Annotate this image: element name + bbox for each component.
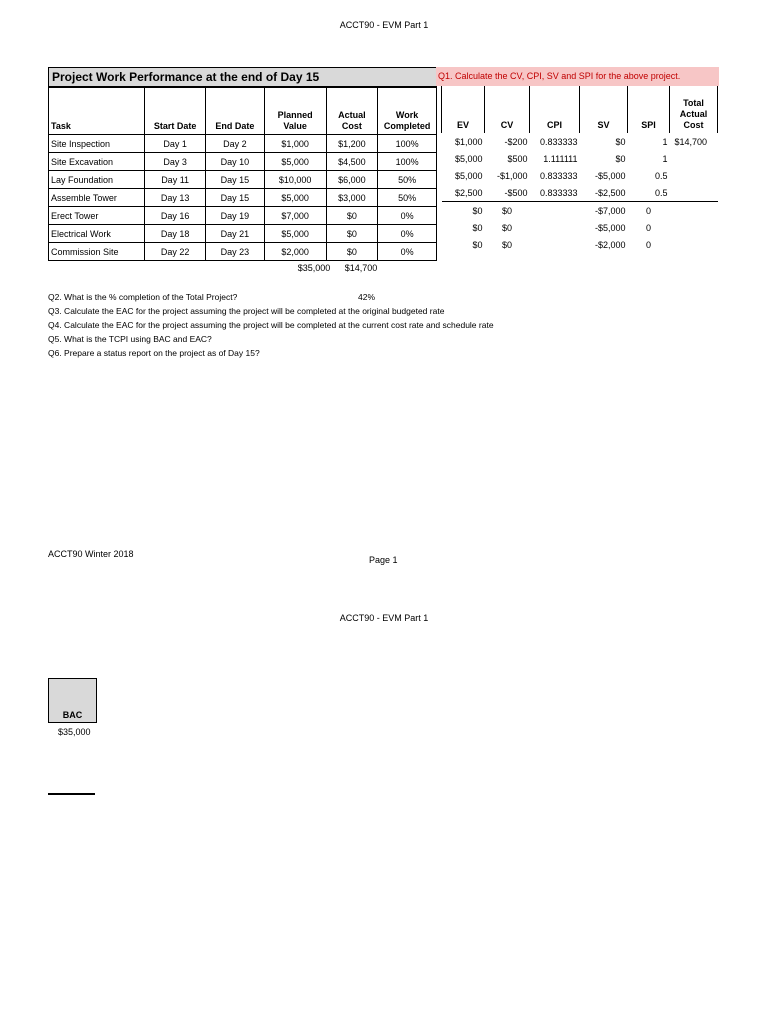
col-cv: CV (485, 86, 530, 133)
cv-value: $0 (501, 205, 512, 216)
planned-value: $5,000 (264, 189, 326, 207)
cv-value: $0 (501, 239, 512, 250)
table-row (49, 225, 437, 243)
cpi-value: 1.111111 (543, 153, 578, 164)
total-actual-cost-value (670, 202, 718, 220)
planned-value: $5,000 (264, 153, 326, 171)
total-actual-cost-value (670, 236, 718, 253)
ev-value: $0 (472, 205, 483, 216)
table-title: Project Work Performance at the end of Day 15 (48, 67, 437, 88)
sv-value: -$5,000 (594, 222, 626, 233)
planned-value: $7,000 (264, 207, 326, 225)
col-cpi: CPI (530, 86, 580, 133)
spi-value: 1 (662, 136, 668, 147)
bac-value: $35,000 (58, 727, 91, 737)
footer-course: ACCT90 Winter 2018 (48, 549, 134, 559)
start-date: Day 18 (145, 225, 206, 243)
results-header-row (442, 86, 718, 133)
results-row (442, 184, 718, 202)
sv-value: -$7,000 (594, 205, 626, 216)
col-spi: SPI (628, 86, 670, 133)
work-completed: 50% (378, 171, 437, 189)
spi-value: 0 (645, 205, 651, 216)
total-actual-cost-value (670, 167, 718, 184)
task-name: Electrical Work (49, 225, 145, 243)
spi-value: 1 (662, 153, 668, 164)
ev-value: $1,000 (454, 136, 483, 147)
cv-value: -$200 (504, 136, 528, 147)
start-date: Day 1 (145, 135, 206, 153)
task-name: Lay Foundation (49, 171, 145, 189)
page2-header: ACCT90 - EVM Part 1 (339, 613, 429, 623)
results-row (442, 219, 718, 236)
work-completed: 50% (378, 189, 437, 207)
end-date: Day 21 (206, 225, 265, 243)
results-row (442, 133, 718, 150)
page-header: ACCT90 - EVM Part 1 (339, 20, 429, 30)
question-q3: Q3. Calculate the EAC for the project assuming the project will be completed at the original budgeted rate (48, 306, 445, 316)
col-ev: EV (442, 86, 485, 133)
planned-value: $2,000 (264, 243, 326, 261)
work-completed: 100% (378, 135, 437, 153)
total-actual-cost: $14,700 (344, 263, 378, 273)
total-actual-cost-value (670, 219, 718, 236)
sv-value: -$2,000 (594, 239, 626, 250)
cpi-value: 0.833333 (539, 170, 578, 181)
ev-value: $5,000 (454, 170, 483, 181)
cpi-value (530, 236, 580, 253)
end-date: Day 15 (206, 189, 265, 207)
table-row (49, 135, 437, 153)
spi-value: 0.5 (628, 184, 670, 202)
planned-value: $5,000 (264, 225, 326, 243)
question-q4: Q4. Calculate the EAC for the project assuming the project will be completed at the current cost rate and schedule rate (48, 320, 494, 330)
task-name: Erect Tower (49, 207, 145, 225)
cv-value: -$500 (485, 184, 530, 202)
task-name: Assemble Tower (49, 189, 145, 207)
col-ac: Actual Cost (326, 87, 378, 135)
table-row (49, 171, 437, 189)
cv-value: $500 (507, 153, 528, 164)
cv-value: -$1,000 (496, 170, 528, 181)
cv-value: $0 (501, 222, 512, 233)
cpi-value: 0.833333 (530, 184, 580, 202)
sv-value: -$2,500 (580, 184, 628, 202)
question-q5: Q5. What is the TCPI using BAC and EAC? (48, 334, 212, 344)
col-start: Start Date (145, 87, 206, 135)
bac-label: BAC (62, 710, 83, 720)
cpi-value (530, 219, 580, 236)
col-pv: Planned Value (264, 87, 326, 135)
start-date: Day 3 (145, 153, 206, 171)
col-total-actual-cost: Total Actual Cost (670, 86, 718, 133)
footer-page-number: Page 1 (369, 555, 398, 565)
ev-value: $2,500 (442, 184, 485, 202)
start-date: Day 11 (145, 171, 206, 189)
evm-results-table (441, 86, 718, 253)
q2-answer: 42% (358, 292, 376, 302)
spi-value: 0 (645, 222, 651, 233)
planned-value: $1,000 (264, 135, 326, 153)
actual-cost: $6,000 (326, 171, 378, 189)
col-sv: SV (580, 86, 628, 133)
col-wc: Work Completed (378, 87, 437, 135)
ev-value: $0 (472, 239, 483, 250)
total-actual-cost-value (670, 184, 718, 202)
results-row (442, 202, 718, 220)
task-name: Site Inspection (49, 135, 145, 153)
spi-value: 0.5 (654, 170, 668, 181)
ev-value: $0 (472, 222, 483, 233)
bac-header (48, 678, 97, 723)
cpi-value (530, 202, 580, 220)
end-date: Day 10 (206, 153, 265, 171)
work-performance-table (48, 86, 437, 261)
task-name: Site Excavation (49, 153, 145, 171)
start-date: Day 16 (145, 207, 206, 225)
start-date: Day 22 (145, 243, 206, 261)
actual-cost: $0 (326, 243, 378, 261)
actual-cost: $3,000 (326, 189, 378, 207)
cpi-value: 0.833333 (539, 136, 578, 147)
table-row (49, 189, 437, 207)
spi-value: 0 (645, 239, 651, 250)
work-completed: 0% (378, 207, 437, 225)
total-planned-value: $35,000 (297, 263, 331, 273)
work-completed: 0% (378, 225, 437, 243)
start-date: Day 13 (145, 189, 206, 207)
actual-cost: $4,500 (326, 153, 378, 171)
actual-cost: $0 (326, 207, 378, 225)
sv-value: $0 (615, 136, 626, 147)
total-actual-cost-value: $14,700 (674, 136, 708, 147)
actual-cost: $1,200 (326, 135, 378, 153)
results-row (442, 150, 718, 167)
sv-value: $0 (615, 153, 626, 164)
end-date: Day 2 (206, 135, 265, 153)
q1-prompt: Q1. Calculate the CV, CPI, SV and SPI for the above project. (436, 67, 719, 86)
end-date: Day 15 (206, 171, 265, 189)
col-end: End Date (206, 87, 265, 135)
table-row (49, 153, 437, 171)
results-row (442, 167, 718, 184)
work-completed: 100% (378, 153, 437, 171)
sv-value: -$5,000 (594, 170, 626, 181)
question-q6: Q6. Prepare a status report on the project as of Day 15? (48, 348, 260, 358)
table-row (49, 207, 437, 225)
question-q2: Q2. What is the % completion of the Total Project? (48, 292, 238, 302)
col-task: Task (49, 87, 145, 135)
actual-cost: $0 (326, 225, 378, 243)
table-row (49, 243, 437, 261)
ev-value: $5,000 (454, 153, 483, 164)
total-actual-cost-value (670, 150, 718, 167)
divider-line (48, 793, 95, 795)
task-name: Commission Site (49, 243, 145, 261)
planned-value: $10,000 (264, 171, 326, 189)
work-completed: 0% (378, 243, 437, 261)
results-row (442, 236, 718, 253)
end-date: Day 19 (206, 207, 265, 225)
end-date: Day 23 (206, 243, 265, 261)
table-header-row (49, 87, 437, 135)
